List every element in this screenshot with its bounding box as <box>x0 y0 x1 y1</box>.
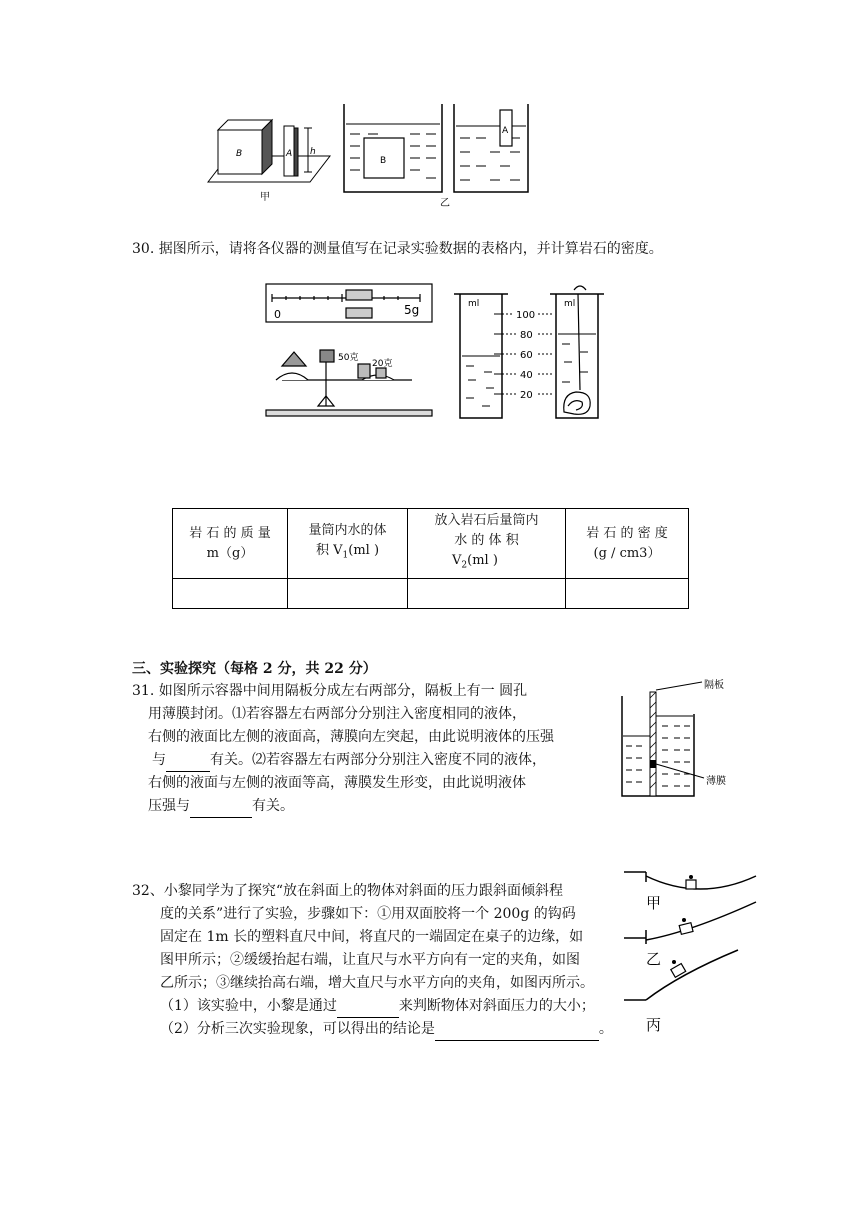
ruler-flat <box>624 872 756 889</box>
q31-line-4: 与 有关。⑵若容器左右两部分分别注入密度不同的液体， <box>152 749 546 772</box>
ruler-max: 5g <box>404 303 420 317</box>
label-b-water: B <box>380 156 387 166</box>
liquid-levels <box>623 716 693 786</box>
q31-line-2: 用薄膜封闭。⑴若容器左右两部分分别注入密度相同的液体， <box>148 706 526 722</box>
label-film: 薄膜 <box>706 776 726 787</box>
cyl-tick-40: 40 <box>520 370 533 381</box>
cylinder-1-water <box>462 314 502 406</box>
answer-cell-density[interactable] <box>566 579 689 609</box>
q32-line-5: 乙所示；③继续抬高右端，增大直尺与水平方向的夹角，如图丙所示。 <box>160 975 594 991</box>
label-a: A <box>286 149 293 159</box>
board-leader <box>656 682 702 690</box>
col-water-volume-v2: 放入岩石后量筒内 水 的 体 积 $V_2(ml$ ) <box>408 509 566 579</box>
ruler-zero: 0 <box>274 308 281 321</box>
figure-30-svg <box>262 280 612 430</box>
col-water-volume-v1: 量筒内水的体 积 $V_1(ml$ ) <box>288 509 408 579</box>
water-right <box>456 126 526 180</box>
figure-31-svg <box>618 674 768 804</box>
cylinder-2 <box>550 294 604 418</box>
table-header-row <box>173 509 689 579</box>
figure-32 <box>620 862 760 1042</box>
label-b: B <box>236 149 243 159</box>
q32-line-3: 固定在 1m 长的塑料直尺中间，将直尺的一端固定在桌子的边缘，如 <box>160 929 584 945</box>
ruler-steep <box>624 950 738 1000</box>
caption-jia-32: 甲 <box>646 894 662 912</box>
cyl-tick-60: 60 <box>520 350 533 361</box>
film-leader <box>656 764 704 778</box>
ruler-tilted <box>624 902 756 944</box>
caption-jia: 甲 <box>260 192 270 203</box>
record-table <box>172 508 689 609</box>
answer-cell-v1[interactable] <box>288 579 408 609</box>
col-rock-density: 岩 石 的 密 度 (g / cm3） <box>566 509 689 579</box>
q31-line-5: 右侧的液面与左侧的液面等高，薄膜发生形变，由此说明液体 <box>148 775 526 791</box>
label-a-water: A <box>502 126 509 136</box>
cylinder-2-unit: ml <box>564 299 576 309</box>
caption-bing-32: 丙 <box>646 1016 662 1034</box>
q32-line-2: 度的关系”进行了实验，步骤如下：①用双面胶将一个 200g 的钩码 <box>160 906 576 922</box>
caption-yi-32: 乙 <box>646 950 662 968</box>
figure-32-svg <box>620 862 760 1042</box>
table-answer-row <box>173 579 689 609</box>
cyl-tick-80: 80 <box>520 330 533 341</box>
section-3-title: 三、实验探究（每格 2 分，共 22 分） <box>132 661 377 677</box>
weight-50: 50克 <box>338 353 359 363</box>
q32-line-6: （1）该实验中，小黎是通过 来判断物体对斜面压力的大小； <box>160 995 595 1018</box>
q32-line-7: （2）分析三次实验现象，可以得出的结论是 。 <box>160 1018 613 1041</box>
q31-blank-2[interactable] <box>190 795 252 818</box>
divided-container <box>622 692 694 796</box>
figure-30 <box>262 280 612 430</box>
q30-text: 30. 据图所示，请将各仪器的测量值写在记录实验数据的表格内，并计算岩石的密度。 <box>132 241 663 257</box>
q32-line-1: 32、小黎同学为了探究“放在斜面上的物体对斜面的压力跟斜面倾斜程 <box>132 883 563 899</box>
weight-20: 20克 <box>372 359 393 369</box>
cylinder-1-unit: ml <box>468 299 480 309</box>
cylinder-2-water <box>558 334 596 382</box>
label-board: 隔板 <box>704 680 724 691</box>
container-right <box>454 104 528 192</box>
figure-31 <box>618 674 768 804</box>
label-h: h <box>310 147 316 157</box>
cyl-tick-20: 20 <box>520 390 533 401</box>
answer-cell-mass[interactable] <box>173 579 288 609</box>
answer-cell-v2[interactable] <box>408 579 566 609</box>
q31-line-1: 31. 如图所示容器中间用隔板分成左右两部分，隔板上有一 圆孔 <box>132 683 528 699</box>
q32-line-4: 图甲所示；②缓缓抬起右端，让直尺与水平方向有一定的夹角，如图 <box>160 952 580 968</box>
cyl-tick-100: 100 <box>516 310 536 321</box>
figure-29-svg <box>200 100 530 210</box>
caption-yi: 乙 <box>440 198 450 209</box>
q31-blank-1[interactable] <box>166 749 210 772</box>
q32-blank-2[interactable] <box>435 1018 599 1041</box>
figure-29 <box>200 100 530 210</box>
q31-line-6: 压强与 有关。 <box>148 795 294 818</box>
membrane <box>650 760 656 768</box>
q32-blank-1[interactable] <box>337 995 399 1018</box>
col-rock-mass: 岩 石 的 质 量 m（g） <box>173 509 288 579</box>
q31-line-3: 右侧的液面比左侧的液面高，薄膜向左突起，由此说明液体的压强 <box>148 729 554 745</box>
